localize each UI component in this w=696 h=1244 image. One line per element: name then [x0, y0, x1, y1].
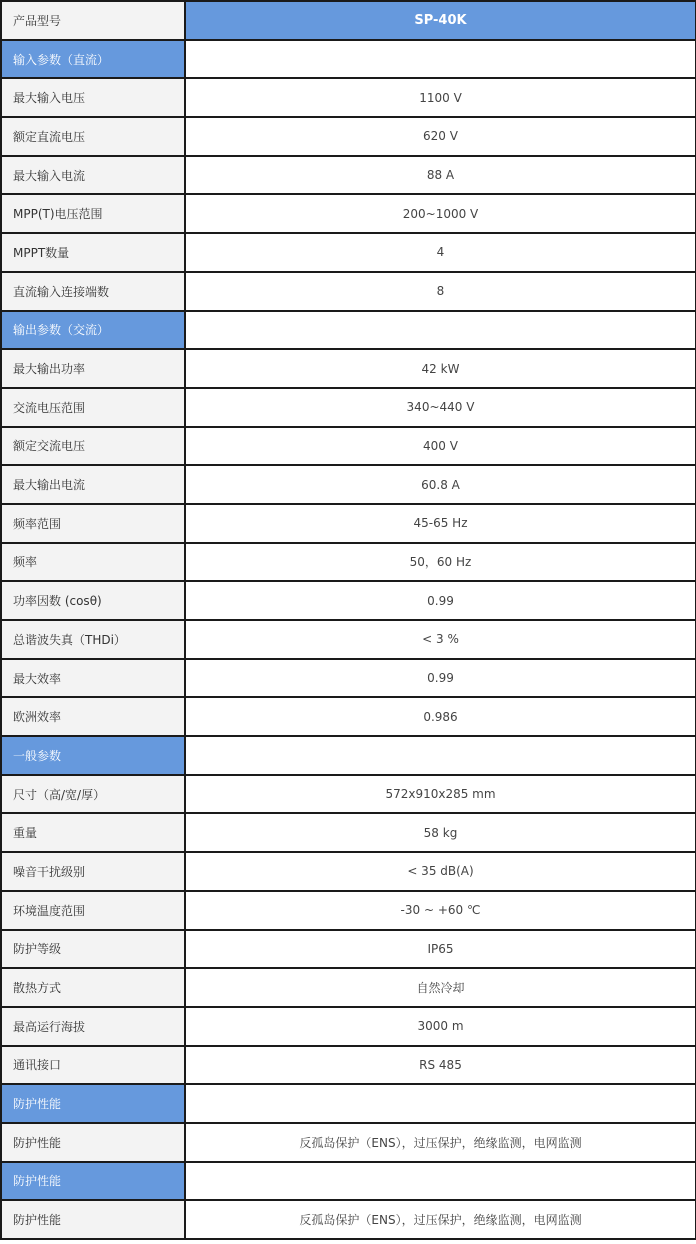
parameter-value: 42 kW: [185, 349, 696, 388]
parameter-row: [1, 504, 696, 543]
parameter-label: 最大输入电压: [1, 78, 185, 117]
parameter-row: [1, 852, 696, 891]
parameter-value: 340~440 V: [185, 388, 696, 427]
parameter-row: [1, 697, 696, 736]
parameter-label: 重量: [1, 813, 185, 852]
parameter-label: 额定直流电压: [1, 117, 185, 156]
parameter-row: [1, 117, 696, 156]
section-header-row: [1, 311, 696, 350]
parameter-label: MPP(T)电压范围: [1, 194, 185, 233]
parameter-row: [1, 1007, 696, 1046]
parameter-row: [1, 930, 696, 969]
parameter-label: 最大输出电流: [1, 465, 185, 504]
parameter-value: RS 485: [185, 1046, 696, 1085]
parameter-label: 最大输出功率: [1, 349, 185, 388]
parameter-label: 欧洲效率: [1, 697, 185, 736]
section-title: 输出参数（交流）: [1, 311, 185, 350]
parameter-row: [1, 194, 696, 233]
section-header-row: [1, 1162, 696, 1201]
parameter-value: 反孤岛保护（ENS），过压保护，绝缘监测，电网监测: [185, 1200, 696, 1239]
parameter-row: [1, 543, 696, 582]
parameter-value: 50，60 Hz: [185, 543, 696, 582]
model-value: SP-40K: [185, 1, 696, 40]
parameter-label: 防护性能: [1, 1123, 185, 1162]
parameter-value: 1100 V: [185, 78, 696, 117]
section-header-row: [1, 736, 696, 775]
parameter-label: 功率因数 (cosθ): [1, 581, 185, 620]
parameter-label: 最大输入电流: [1, 156, 185, 195]
parameter-value: 反孤岛保护（ENS），过压保护，绝缘监测，电网监测: [185, 1123, 696, 1162]
section-title: 一般参数: [1, 736, 185, 775]
parameter-row: [1, 775, 696, 814]
parameter-value: 8: [185, 272, 696, 311]
parameter-value: -30 ~ +60 ℃: [185, 891, 696, 930]
section-blank-cell: [185, 736, 696, 775]
parameter-value: < 35 dB(A): [185, 852, 696, 891]
parameter-row: [1, 891, 696, 930]
parameter-row: [1, 156, 696, 195]
section-header-row: [1, 40, 696, 79]
parameter-value: 0.99: [185, 659, 696, 698]
parameter-value: 400 V: [185, 427, 696, 466]
parameter-label: 直流输入连接端数: [1, 272, 185, 311]
section-blank-cell: [185, 311, 696, 350]
parameter-label: 额定交流电压: [1, 427, 185, 466]
parameter-row: [1, 620, 696, 659]
parameter-row: [1, 659, 696, 698]
parameter-value: < 3 %: [185, 620, 696, 659]
model-header-row: [1, 1, 696, 40]
parameter-row: [1, 1200, 696, 1239]
section-blank-cell: [185, 1084, 696, 1123]
parameter-label: 频率范围: [1, 504, 185, 543]
parameter-value: 88 A: [185, 156, 696, 195]
section-blank-cell: [185, 40, 696, 79]
parameter-value: IP65: [185, 930, 696, 969]
parameter-row: [1, 581, 696, 620]
parameter-label: 防护性能: [1, 1200, 185, 1239]
parameter-row: [1, 813, 696, 852]
parameter-label: 尺寸（高/宽/厚）: [1, 775, 185, 814]
parameter-value: 0.99: [185, 581, 696, 620]
parameter-row: [1, 465, 696, 504]
parameter-label: 噪音干扰级别: [1, 852, 185, 891]
parameter-row: [1, 427, 696, 466]
parameter-value: 620 V: [185, 117, 696, 156]
parameter-value: 自然冷却: [185, 968, 696, 1007]
parameter-row: [1, 349, 696, 388]
parameter-value: 4: [185, 233, 696, 272]
parameter-row: [1, 78, 696, 117]
parameter-value: 3000 m: [185, 1007, 696, 1046]
parameter-label: 交流电压范围: [1, 388, 185, 427]
parameter-value: 60.8 A: [185, 465, 696, 504]
parameter-row: [1, 968, 696, 1007]
parameter-value: 58 kg: [185, 813, 696, 852]
parameter-value: 200~1000 V: [185, 194, 696, 233]
parameter-value: 572x910x285 mm: [185, 775, 696, 814]
parameter-value: 45-65 Hz: [185, 504, 696, 543]
parameter-value: 0.986: [185, 697, 696, 736]
model-label: 产品型号: [1, 1, 185, 40]
parameter-row: [1, 233, 696, 272]
section-title: 防护性能: [1, 1162, 185, 1201]
section-title: 防护性能: [1, 1084, 185, 1123]
parameter-label: 频率: [1, 543, 185, 582]
parameter-row: [1, 388, 696, 427]
parameter-row: [1, 1123, 696, 1162]
parameter-row: [1, 1046, 696, 1085]
parameter-row: [1, 272, 696, 311]
parameter-label: 通讯接口: [1, 1046, 185, 1085]
section-header-row: [1, 1084, 696, 1123]
section-title: 输入参数（直流）: [1, 40, 185, 79]
parameter-label: MPPT数量: [1, 233, 185, 272]
parameter-label: 最大效率: [1, 659, 185, 698]
parameter-label: 散热方式: [1, 968, 185, 1007]
parameter-label: 最高运行海拔: [1, 1007, 185, 1046]
parameter-label: 防护等级: [1, 930, 185, 969]
section-blank-cell: [185, 1162, 696, 1201]
parameter-label: 环境温度范围: [1, 891, 185, 930]
parameter-label: 总谐波失真（THDi）: [1, 620, 185, 659]
